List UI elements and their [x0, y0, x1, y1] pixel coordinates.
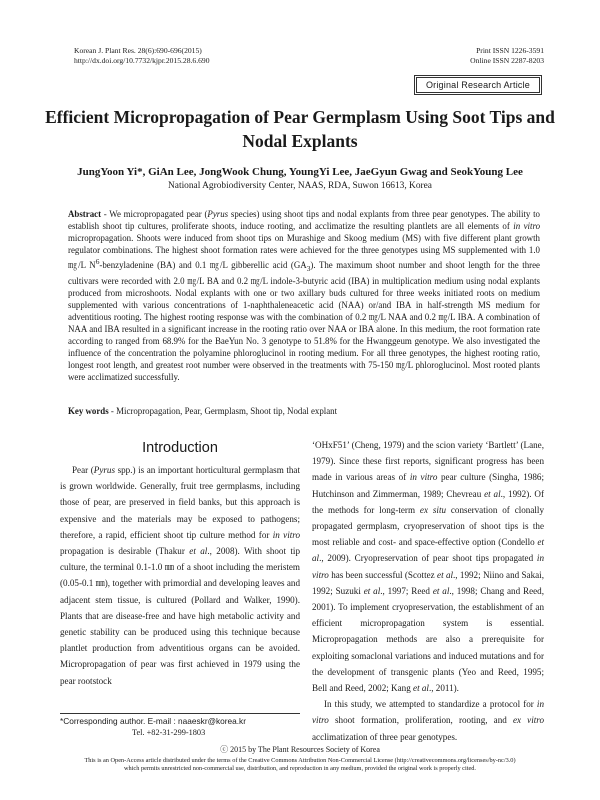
online-issn: Online ISSN 2287-8203	[470, 56, 544, 65]
right-column	[312, 437, 544, 745]
body-text: ., 2008). With shoot tip culture, the terminal 0.1-1.0 ㎜ of a shoot including the meristem (0.05-0.1 ㎜), together with primordial and developing leaves and adjacent stem tissue, is cultured (Pollard and Walker, 1990). Plants that are disease-free and have high metabolic activity and genetic stability can be produced using this technique because plantlet production from adventitious organs can be avoided. Micropropagation of pear was first achieved in 1979 using the pear rootstock	[60, 546, 300, 686]
footnote-divider	[60, 713, 300, 714]
body-text: ., 1998; Chang and Reed, 2001). To implement cryopreservation, the establishment of an efficient micropropagation system is essential. Micropropagation methods are also a prerequisite for exploiting somaclonal variations and induced mutations and for the development of transgenic plants (Yeo and Reed, 1995; Bell and Reed, 2002; Kang	[312, 585, 544, 694]
abstract-text: ). The maximum shoot number and shoot length for the three cultivars were recorded with 2.0 ㎎/L BA and 0.2 ㎎/L indole-3-butyric acid (IBA) in multiplication medium using nodal explants produced from microshoots. Nodal explants with one or two axillary buds cultured for three weeks initiated roots on medium supplemented with various concentrations of 1-naphthaleneacetic acid (NAA) or/and IBA in half-strength MS medium for adventitious rooting. The highest rooting response was with the combination of 0.2 ㎎/L NAA and 0.2 ㎎/L IBA. A combination of NAA and IBA resulted in a significant increase in the rooting ratio over NAA or IBA alone. In this medium, the root formation rate according to ranged from 68.9% for the BaeYun No. 3 genotype to 51.8% for the Hwanggeum genotype. We also investigated the influence of the concentration the polyamine phloroglucinol in rooting medium. For all three genotypes, the highest rooting ratio, longest root length, and greatest root number were observed in the treatments with 75-150 ㎎/L phloroglucinol. Most rooted plants were acclimatized successfully.	[68, 259, 540, 382]
abstract-italic: in vitro	[513, 221, 541, 231]
issn-header	[470, 46, 544, 66]
body-italic: et al	[363, 585, 381, 596]
section-heading-introduction: Introduction	[142, 440, 218, 456]
body-text: ., 1992; Niino and Sakai, 1992; Suzuki	[312, 569, 544, 596]
keywords-text: - Micropropagation, Pear, Germplasm, Shoot tip, Nodal explant	[108, 406, 338, 416]
body-text: ., 1997; Reed	[380, 585, 433, 596]
body-text: ‘OHxF51’ (Cheng, 1979) and the scion variety ‘Bartlett’ (Lane, 1979). Since these first reports, significant progress has been made in various areas of	[312, 440, 544, 483]
article-type-label: Original Research Article	[416, 77, 540, 93]
body-italic: in vitro	[312, 699, 544, 726]
license-notice	[50, 757, 550, 772]
body-italic: et al	[437, 569, 454, 580]
abstract-text: species) using shoot tips and nodal explants from three pear genotypes. The ability to establish shoot tip cultures, proliferate shoots, induce rooting, and acclimatize the resulting plantlets are all elements of	[68, 209, 540, 231]
body-italic: Pyrus	[93, 465, 115, 475]
corresponding-author: *Corresponding author. E-mail : naaeskr@korea.kr	[60, 716, 246, 726]
abstract-text: -benzyladenine (BA) and 0.1 ㎎/L gibberellic acid (GA	[99, 259, 307, 270]
body-italic: et al	[413, 683, 429, 694]
intro-paragraph	[60, 462, 300, 689]
body-italic: et al	[432, 585, 450, 596]
body-text: Pear (	[72, 465, 94, 475]
body-text: ., 2009). Cryopreservation of pear shoot tips propagated	[319, 553, 537, 564]
body-italic: in vitro	[312, 553, 544, 580]
body-text: spp.) is an important horticultural germplasm that is grown worldwide. Generally, fruit tree germplasms, including those of pear, are preserved in field banks, but this approach is expensive and the materials may be exposed to pathogens; therefore, a rapid, efficient shoot tip culture method for	[60, 465, 300, 540]
print-issn: Print ISSN 1226-3591	[476, 46, 544, 55]
paper-title-line-2: Nodal Explants	[242, 131, 358, 151]
license-line-2: which permits unrestricted non-commercial use, distribution, and reproduction in any medium, provided the original work is properly cited.	[123, 764, 476, 772]
journal-citation: Korean J. Plant Res. 28(6):690-696(2015)	[74, 46, 202, 55]
copyright-notice: ⓒ 2015 by The Plant Resources Society of Korea	[220, 745, 380, 754]
body-italic: in vitro	[272, 529, 301, 540]
article-type-badge	[414, 75, 542, 95]
abstract-subscript: 3	[306, 263, 311, 273]
body-text: ., 1992). Of the methods for long-term	[312, 488, 544, 515]
paper-title	[40, 105, 560, 153]
left-column	[60, 462, 300, 689]
abstract-text: micropropagation. Shoots were induced from shoot tips on Murashige and Skoog medium (MS) with five different plant growth regulator combinations. The highest shoot formation rates were achieved for the three genotypes using MS supplemented with 1.0 ㎎/L N	[68, 233, 540, 270]
body-text: acclimatization of three pear genotypes.	[312, 731, 458, 742]
paper-title-line-1: Efficient Micropropagation of Pear Germplasm Using Soot Tips and	[45, 107, 555, 127]
license-line-1: This is an Open-Access article distributed under the terms of the Creative Commons Attribution Non-Commercial License (http://creativecommons.org/licenses/by-nc/3.0)	[84, 757, 516, 764]
keywords	[68, 405, 540, 417]
body-italic: ex situ	[419, 504, 447, 515]
abstract-label: Abstract	[68, 209, 102, 219]
body-text: has been successful (Scottez	[328, 569, 438, 580]
body-text: ., 2011).	[428, 683, 459, 694]
body-italic: et al	[189, 546, 208, 557]
body-text: conservation of clonally propagated germplasm, cryopreservation of shoot tips is the most reliable and cost- and space-effective option (Condello	[312, 504, 544, 548]
body-text: shoot formation, proliferation, rooting, and	[328, 715, 513, 726]
intro-paragraph	[312, 437, 544, 696]
body-italic: in vitro	[409, 472, 438, 483]
doi-link[interactable]: http://dx.doi.org/10.7732/kjpr.2015.28.6.690	[74, 56, 210, 65]
corresponding-phone: Tel. +82-31-299-1803	[132, 728, 206, 737]
author-list: JungYoon Yi*, GiAn Lee, JongWook Chung, YoungYi Lee, JaeGyun Gwag and SeokYoung Lee	[77, 166, 523, 178]
abstract-text: - We micropropagated pear (	[101, 209, 208, 219]
abstract	[68, 208, 540, 383]
abstract-italic: Pyrus	[207, 209, 229, 219]
body-text: propagation is desirable (Thakur	[60, 546, 190, 557]
body-italic: ex vitro	[512, 715, 544, 726]
intro-paragraph	[312, 696, 544, 745]
abstract-superscript: 6	[95, 257, 100, 266]
keywords-label: Key words	[68, 406, 109, 416]
body-text: pear culture (Singha, 1986; Hutchinson and Zimmerman, 1989; Chevreau	[312, 472, 544, 499]
journal-header	[74, 46, 210, 66]
affiliation: National Agrobiodiversity Center, NAAS, RDA, Suwon 16613, Korea	[168, 181, 432, 191]
body-italic: et al	[312, 537, 544, 564]
body-text: In this study, we attempted to standardize a protocol for	[324, 699, 537, 710]
body-italic: et al	[484, 488, 501, 499]
